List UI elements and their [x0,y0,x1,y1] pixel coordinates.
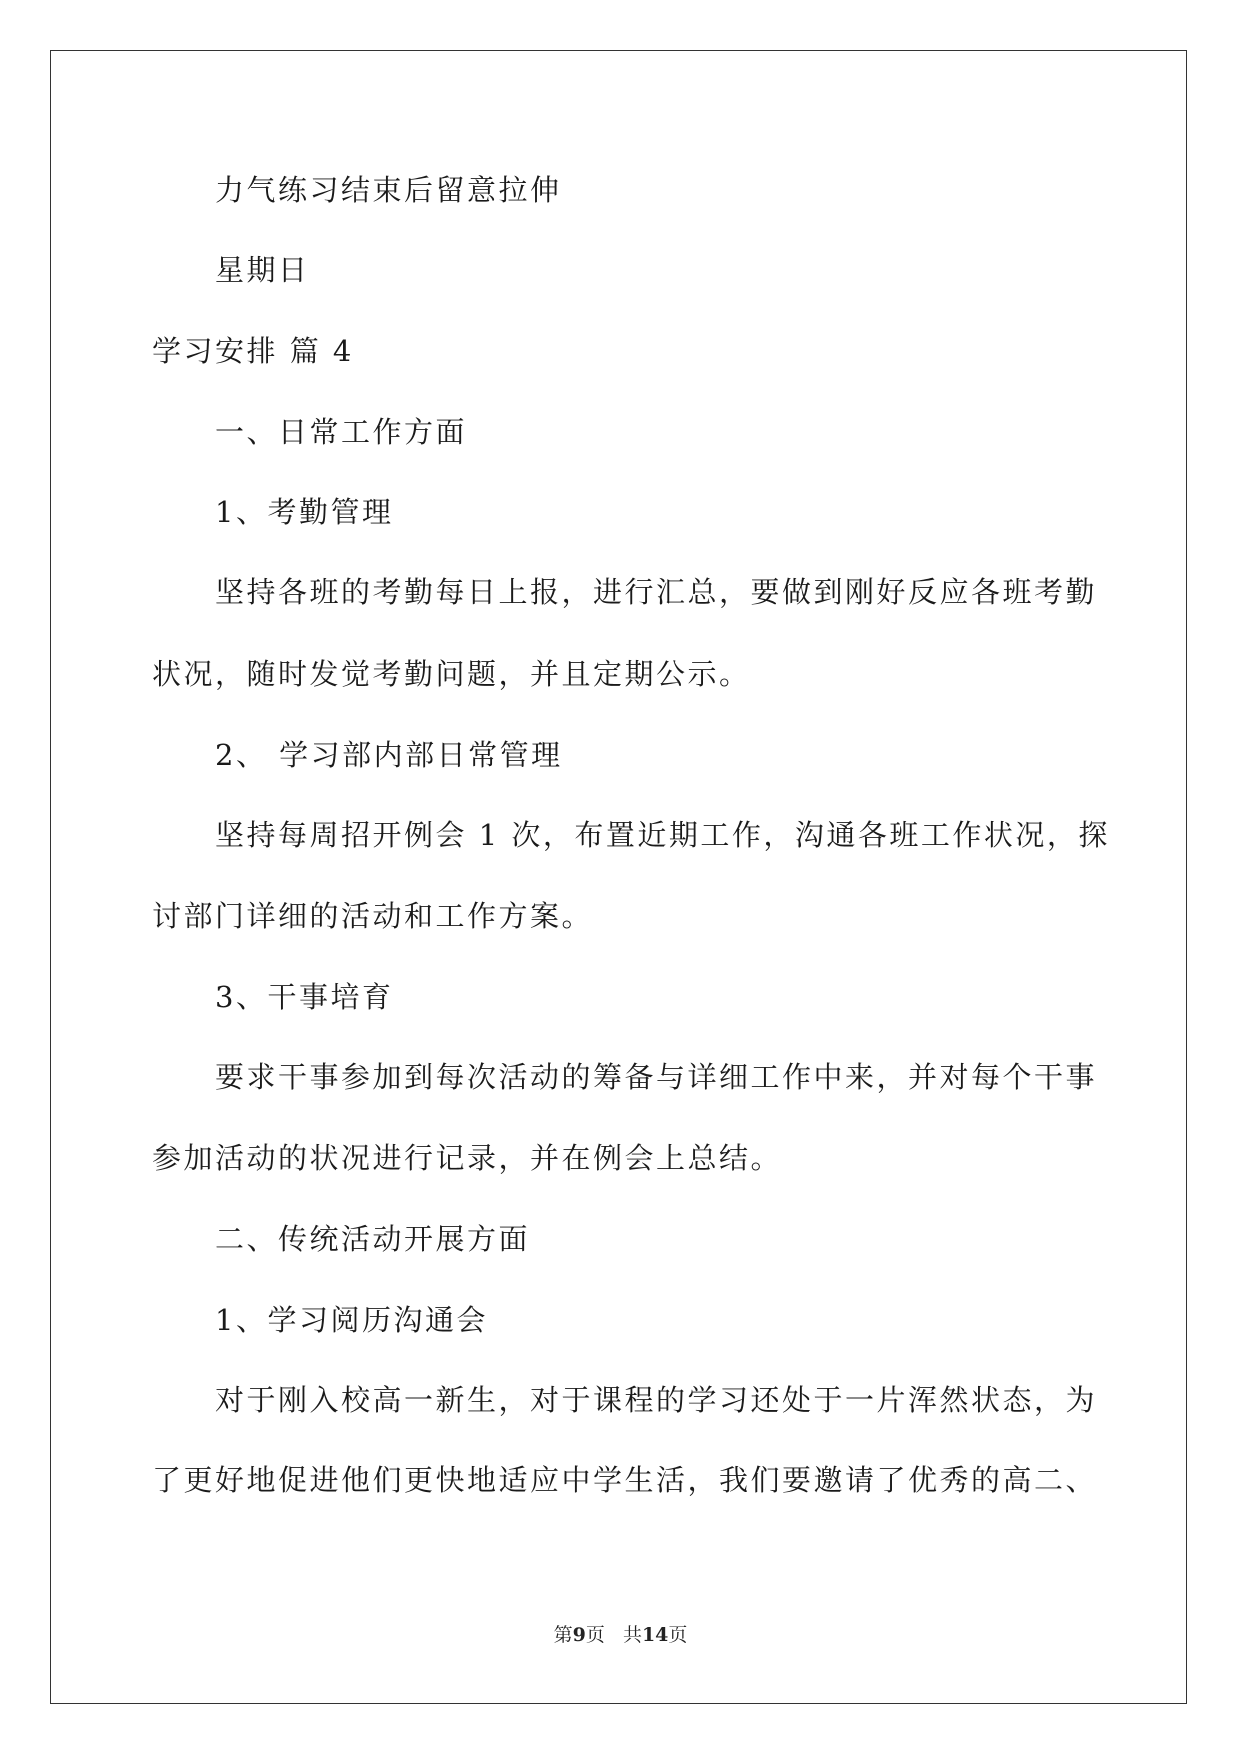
paragraph-line: 要求干事参加到每次活动的筹备与详细工作中来，并对每个干事 [215,1060,1098,1094]
text-line: 力气练习结束后留意拉伸 [215,173,562,207]
heading-daily-work: 一、日常工作方面 [215,415,468,449]
section-heading: 学习安排 篇 4 [152,334,354,368]
footer-prefix: 第 [553,1624,573,1646]
paragraph-line: 了更好地促进他们更快地适应中学生活，我们要邀请了优秀的高二、 [152,1463,1098,1497]
footer-suffix: 页 [668,1624,688,1646]
paragraph-line: 坚持每周招开例会 1 次，布置近期工作，沟通各班工作状况，探 [215,818,1110,852]
subheading: 2、 学习部内部日常管理 [215,738,563,772]
footer-middle: 页 共 [585,1624,642,1646]
page-border [50,50,1187,1704]
paragraph-line: 讨部门详细的活动和工作方案。 [152,899,594,933]
footer-total-pages: 14 [641,1624,669,1646]
subheading: 1、考勤管理 [215,495,394,529]
subheading: 1、学习阅历沟通会 [215,1303,488,1337]
footer-page-number: 9 [572,1624,586,1646]
paragraph-line: 坚持各班的考勤每日上报，进行汇总，要做到刚好反应各班考勤 [215,575,1098,609]
subheading: 3、干事培育 [215,980,394,1014]
heading-traditional-activities: 二、传统活动开展方面 [215,1222,531,1256]
page-footer [0,1620,1241,1647]
paragraph-line: 状况，随时发觉考勤问题，并且定期公示。 [152,657,751,691]
paragraph-line: 对于刚入校高一新生，对于课程的学习还处于一片浑然状态，为 [215,1383,1098,1417]
text-line: 星期日 [215,253,310,287]
paragraph-line: 参加活动的状况进行记录，并在例会上总结。 [152,1141,783,1175]
